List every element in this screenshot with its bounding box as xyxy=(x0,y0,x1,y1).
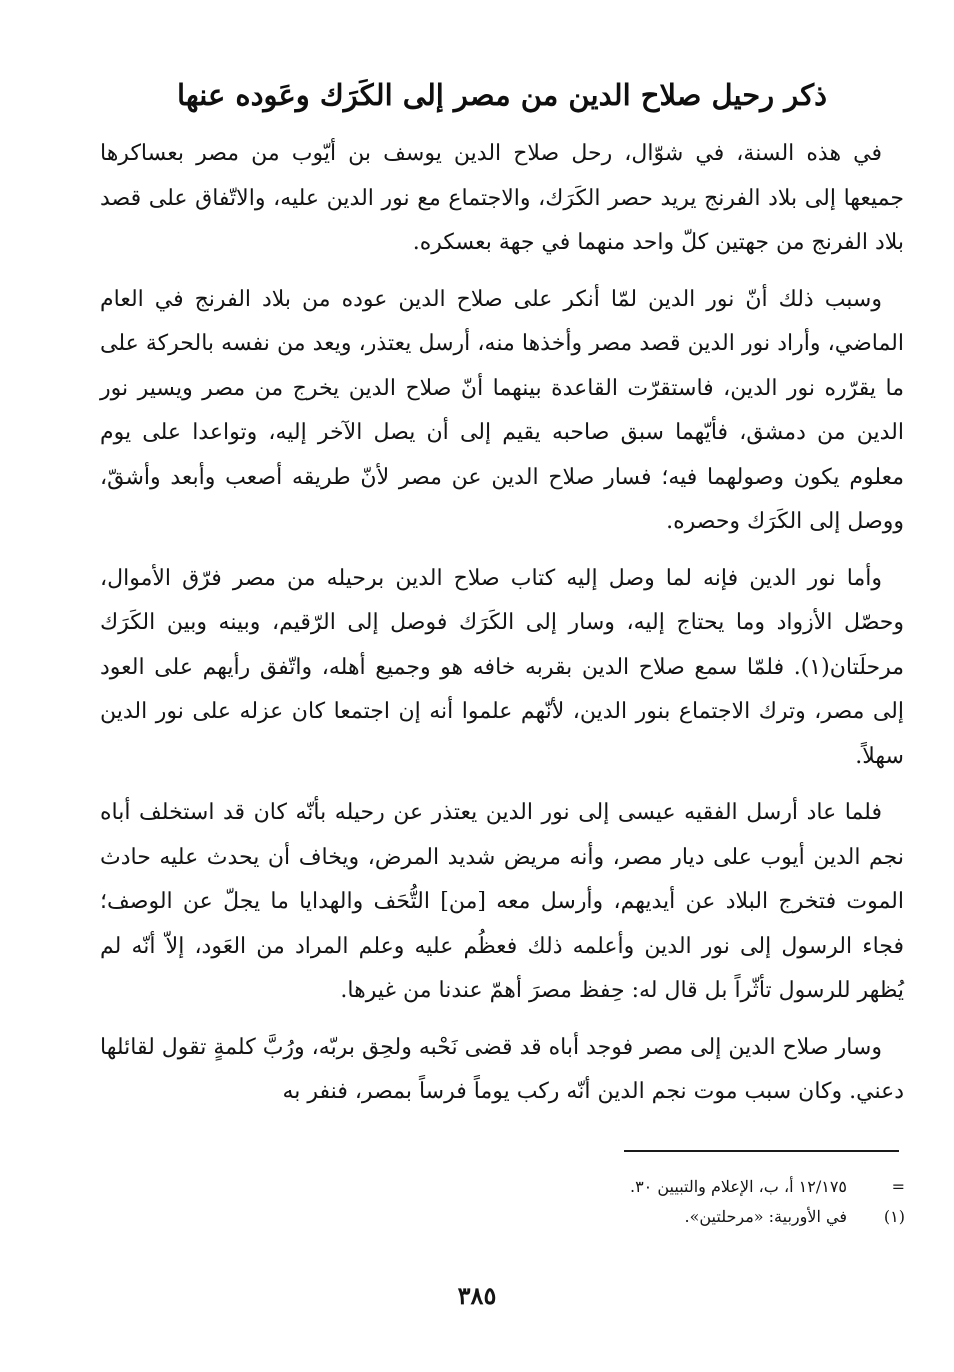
paragraph: في هذه السنة، في شوّال، رحل صلاح الدين يوسف بن أيّوب من مصر بعساكرها جميعها إلى بلاد الفرنج يريد حصر الكَرَك، والاجتماع مع نور الدين عليه، والاتّفاق على قصد بلاد الفرنج من جهتين كلّ واحد منهما في جهة بعسكره. xyxy=(100,141,904,255)
footnote-text: ١٢/١٧٥ أ، ب، الإعلام والتبيين ٣٠. xyxy=(629,1177,847,1196)
page-title: ذكر رحيل صلاح الدين من مصر إلى الكَرَك وعَوده عنها xyxy=(177,78,827,112)
page-number: ٣٨٥ xyxy=(457,1281,497,1310)
paragraph: وأما نور الدين فإنه لما وصل إليه كتاب صلاح الدين برحيله من مصر فرّق الأموال، وحصّل الأزواد وما يحتاج إليه، وسار إلى الكَرَك فوصل إلى الرّقيم، وبينه وبين الكَرَك مرحلَتان(١). فلمّا سمع صلاح الدين بقربه خافه هو وجميع أهله، واتّفق رأيهم على العود إلى مصر، وترك الاجتماع بنور الدين، لأنّهم علموا أنه إن اجتمعا كان عزله على نور الدين سهلاً. xyxy=(100,565,904,769)
paragraph: وسار صلاح الدين إلى مصر فوجد أباه قد قضى نَحْبه ولحِق بربّه، ورُبَّ كلمةٍ تقول لقائلها دعني. وكان سبب موت نجم الدين أنّه ركب يوماً فرساً بمصر، فنفر به xyxy=(100,1034,904,1104)
footnote-item xyxy=(400,1172,905,1202)
paragraph: وسبب ذلك أنّ نور الدين لمّا أنكر على صلاح الدين عوده من بلاد الفرنج في العام الماضي، وأراد نور الدين قصد مصر وأخذها منه، أرسل يعتذر، ويعد من نفسه بالحركة على ما يقرّره نور الدين، فاستقرّت القاعدة بينهما أنّ صلاح الدين يخرج من مصر ويسير نور الدين من دمشق، فأيّهما سبق صاحبه يقيم إلى أن يصل الآخر إليه، وتواعدا على يوم معلوم يكون وصولهما فيه؛ فسار صلاح الدين عن مصر لأنّ طريقه أصعب وأبعد وأشقّ، ووصل إلى الكَرَك وحصره. xyxy=(100,286,904,534)
footnote-marker: (١) xyxy=(883,1207,905,1226)
page-body xyxy=(100,68,904,1127)
footnote-text: في الأوربية: «مرحلتين». xyxy=(684,1207,847,1226)
footnote-item xyxy=(400,1202,905,1232)
footnotes xyxy=(400,1172,905,1232)
paragraph: فلما عاد أرسل الفقيه عيسى إلى نور الدين يعتذر عن رحيله بأنّه كان قد استخلف أباه نجم الدين أيوب على ديار مصر، وأنه مريض شديد المرض، ويخاف أن يحدث عليه حادث الموت فتخرج البلاد عن أيديهم، وأرسل معه [من] التُّحَف والهدايا ما يجلّ عن الوصف؛ فجاء الرسول إلى نور الدين وأعلمه ذلك فعظُم عليه وعلم المراد من العَود، إلاّ أنّه لم يُظهر للرسول تأثّراً بل قال له: حِفظ مصرَ أهمّ عندنا من غيرها. xyxy=(100,800,904,1003)
footnote-divider xyxy=(624,1150,899,1152)
footnote-marker: = xyxy=(891,1177,905,1196)
